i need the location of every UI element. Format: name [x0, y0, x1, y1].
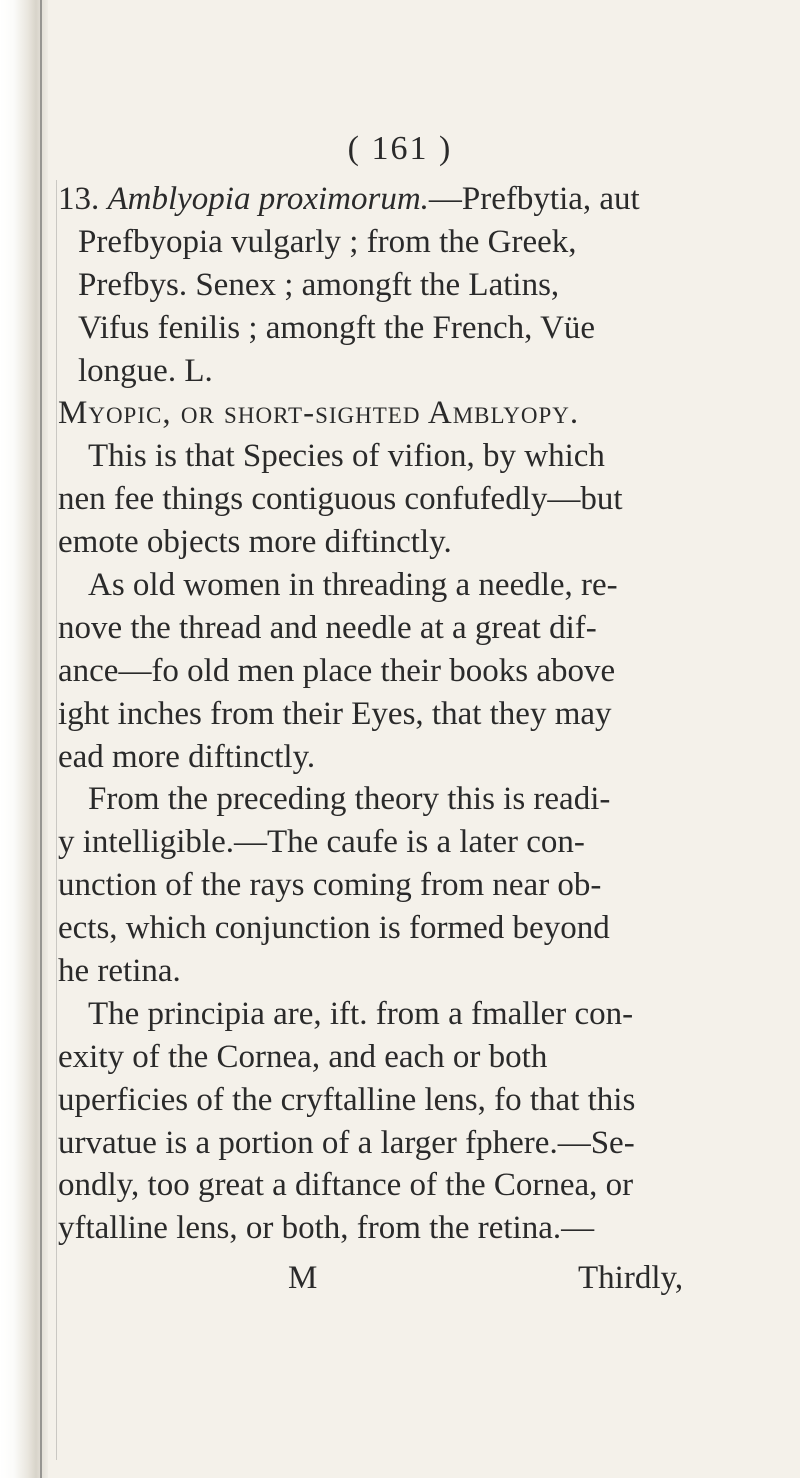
entry-13-line-5: longue. L.	[78, 352, 213, 389]
para-1-line-1: This is that Species of vifion, by which	[88, 438, 605, 475]
para-3-line-5: he retina.	[58, 953, 181, 990]
para-2-line-5: ead more diftinctly.	[58, 738, 316, 775]
entry-13-line-1	[58, 178, 778, 221]
para-1-line-3: emote objects more diftinctly.	[58, 524, 452, 561]
para-3-line-3: unction of the rays coming from near ob-	[58, 867, 602, 904]
entry-term: Amblyopia proximorum.	[107, 181, 429, 217]
para-4-line-2: exity of the Cornea, and each or both	[58, 1038, 548, 1075]
para-2-line-3: ance—fo old men place their books above	[58, 652, 616, 689]
page-body	[58, 178, 778, 1250]
entry-number: 13.	[58, 181, 100, 217]
entry-13-line-3: Prefbys. Senex ; amongft the Latins,	[78, 266, 560, 303]
para-4-line-6: yftalline lens, or both, from the retina.—	[58, 1210, 595, 1247]
para-1-line-2: nen fee things contiguous confufedly—but	[58, 481, 623, 518]
para-2-line-4: ight inches from their Eyes, that they may	[58, 695, 612, 732]
signature-mark: M	[288, 1260, 318, 1296]
para-4-line-3: uperficies of the cryftalline lens, fo that this	[58, 1081, 636, 1118]
entry-line-1-rest: —Prefbytia, aut	[428, 181, 640, 217]
para-3-line-4: ects, which conjunction is formed beyond	[58, 910, 610, 947]
gutter-edge-line	[40, 0, 42, 1478]
catchword: Thirdly,	[578, 1260, 684, 1296]
para-4-line-1: The principia are, ift. from a fmaller con-	[88, 995, 634, 1032]
para-4-line-5: ondly, too great a diftance of the Cornea, or	[58, 1167, 634, 1204]
para-2-line-1: As old women in threading a needle, re-	[88, 567, 618, 604]
section-subheading: Myopic, or short-sighted Amblyopy.	[58, 395, 580, 432]
entry-13-line-2: Prefbyopia vulgarly ; from the Greek,	[78, 223, 577, 260]
entry-13-line-4: Vifus fenilis ; amongft the French, Vüe	[78, 309, 596, 346]
para-3-line-2: y intelligible.—The caufe is a later con-	[58, 824, 585, 861]
para-3-line-1: From the preceding theory this is readi-	[88, 781, 611, 818]
page-footer	[0, 1260, 800, 1305]
page-number-header: ( 161 )	[347, 130, 453, 167]
para-2-line-2: nove the thread and needle at a great dif-	[58, 609, 597, 646]
para-4-line-4: urvatue is a portion of a larger fphere.—Se-	[58, 1124, 635, 1161]
